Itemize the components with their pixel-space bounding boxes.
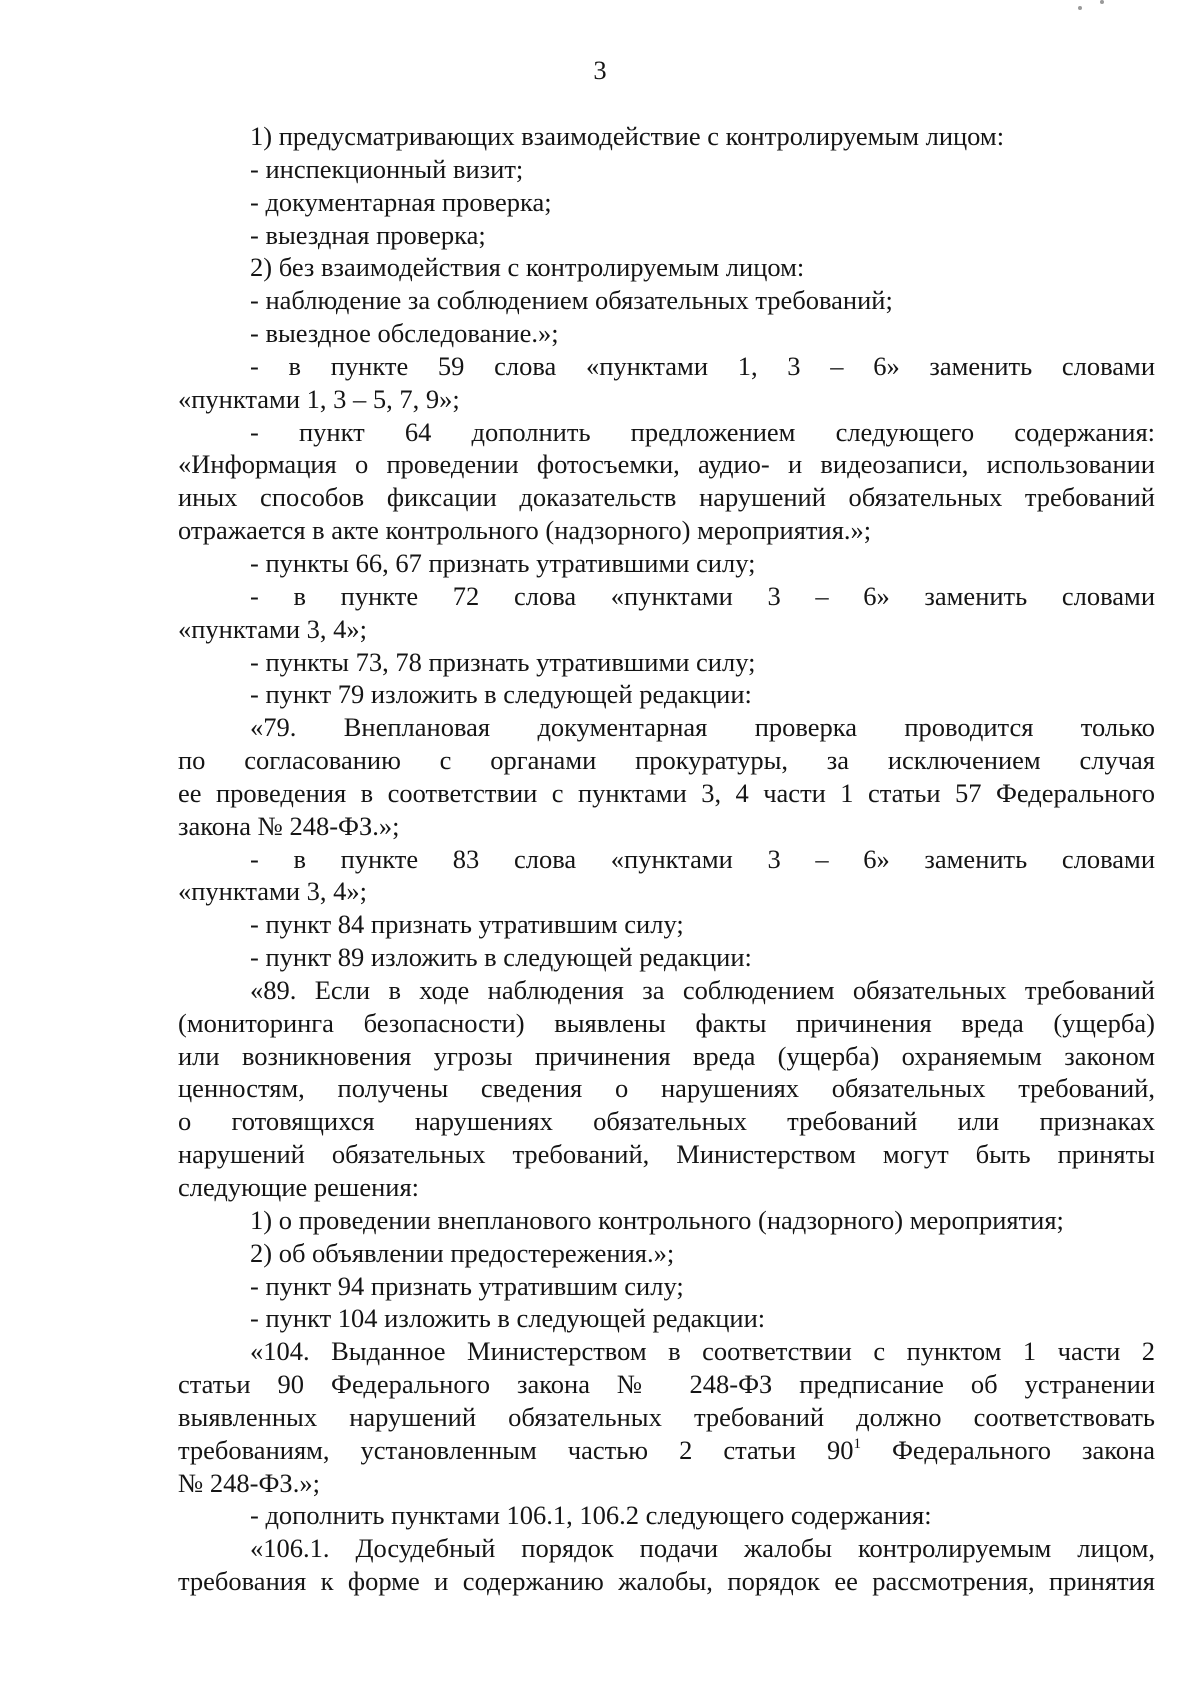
text-line: «Информация о проведении фотосъемки, аудио- и видеозаписи, использовании bbox=[178, 449, 1155, 480]
text-line: закона № 248-ФЗ.»; bbox=[178, 810, 400, 841]
document-body bbox=[178, 120, 1155, 1598]
text-line: статьи 90 Федерального закона № 248-ФЗ предписание об устранении bbox=[178, 1369, 1155, 1400]
scan-speck bbox=[1078, 6, 1082, 10]
text-line: 2) об объявлении предостережения.»; bbox=[250, 1237, 675, 1268]
text-line: о готовящихся нарушениях обязательных требований или признаках bbox=[178, 1106, 1155, 1137]
text-line: 1) предусматривающих взаимодействие с контролируемым лицом: bbox=[250, 121, 1005, 151]
text-line: требования к форме и содержанию жалобы, порядок ее рассмотрения, принятия bbox=[178, 1566, 1155, 1597]
text-line: «пунктами 1, 3 – 5, 7, 9»; bbox=[178, 383, 460, 414]
text-line: - пункт 79 изложить в следующей редакции: bbox=[250, 679, 752, 710]
text-line bbox=[178, 1434, 1155, 1467]
text-line: 1) о проведении внепланового контрольного (надзорного) мероприятия; bbox=[250, 1204, 1064, 1235]
text-line: - в пункте 72 слова «пунктами 3 – 6» заменить словами bbox=[250, 580, 1155, 611]
text-line: следующие решения: bbox=[178, 1172, 419, 1202]
text-line: «пунктами 3, 4»; bbox=[178, 613, 367, 644]
text-line: - пункт 64 дополнить предложением следующего содержания: bbox=[250, 416, 1155, 447]
text-line: 2) без взаимодействия с контролируемым лицом: bbox=[250, 252, 805, 283]
text-line: - в пункте 83 слова «пунктами 3 – 6» заменить словами bbox=[250, 843, 1155, 874]
text-line: - пункт 84 признать утратившим силу; bbox=[250, 909, 684, 940]
page-number: 3 bbox=[593, 55, 607, 85]
text-line: - инспекционный визит; bbox=[250, 153, 524, 184]
text-line: - документарная проверка; bbox=[250, 186, 552, 217]
text-line: «106.1. Досудебный порядок подачи жалобы контролируемым лицом, bbox=[250, 1533, 1155, 1564]
text-line: нарушений обязательных требований, Министерством могут быть приняты bbox=[178, 1139, 1155, 1170]
text-fragment: требованиям, установленным частью 2 статьи 90 bbox=[178, 1434, 854, 1465]
text-line: «79. Внеплановая документарная проверка проводится только bbox=[250, 712, 1155, 743]
text-line: по согласованию с органами прокуратуры, за исключением случая bbox=[178, 745, 1155, 776]
text-line: «89. Если в ходе наблюдения за соблюдением обязательных требований bbox=[250, 974, 1155, 1005]
text-line: ценностям, получены сведения о нарушениях обязательных требований, bbox=[178, 1073, 1155, 1104]
text-line: - наблюдение за соблюдением обязательных требований; bbox=[250, 285, 893, 316]
text-line: - выездная проверка; bbox=[250, 219, 486, 250]
text-line: - пункты 73, 78 признать утратившими силу; bbox=[250, 646, 756, 677]
text-line: - дополнить пунктами 106.1, 106.2 следующего содержания: bbox=[250, 1500, 932, 1531]
text-line: № 248-ФЗ.»; bbox=[178, 1467, 320, 1498]
text-line: (мониторинга безопасности) выявлены факты причинения вреда (ущерба) bbox=[178, 1007, 1155, 1038]
text-line: - выездное обследование.»; bbox=[250, 318, 559, 349]
text-line: выявленных нарушений обязательных требований должно соответствовать bbox=[178, 1401, 1155, 1432]
text-fragment: Федерального закона bbox=[860, 1434, 1155, 1465]
scan-speck bbox=[1100, 0, 1104, 4]
text-line: ее проведения в соответствии с пунктами 3, 4 части 1 статьи 57 Федерального bbox=[178, 777, 1155, 808]
superscript: 1 bbox=[853, 1435, 861, 1452]
text-line: отражается в акте контрольного (надзорного) мероприятия.»; bbox=[178, 515, 872, 546]
text-line: или возникновения угрозы причинения вреда (ущерба) охраняемым законом bbox=[178, 1040, 1155, 1071]
text-line: - пункт 89 изложить в следующей редакции: bbox=[250, 942, 752, 973]
text-line: иных способов фиксации доказательств нарушений обязательных требований bbox=[178, 482, 1155, 513]
text-line: - пункты 66, 67 признать утратившими силу; bbox=[250, 547, 756, 578]
text-line: - пункт 104 изложить в следующей редакции: bbox=[250, 1303, 766, 1334]
text-line: «104. Выданное Министерством в соответствии с пунктом 1 части 2 bbox=[250, 1336, 1155, 1367]
text-line: - пункт 94 признать утратившим силу; bbox=[250, 1270, 684, 1301]
text-line: «пунктами 3, 4»; bbox=[178, 876, 367, 907]
text-line: - в пункте 59 слова «пунктами 1, 3 – 6» заменить словами bbox=[250, 350, 1155, 381]
